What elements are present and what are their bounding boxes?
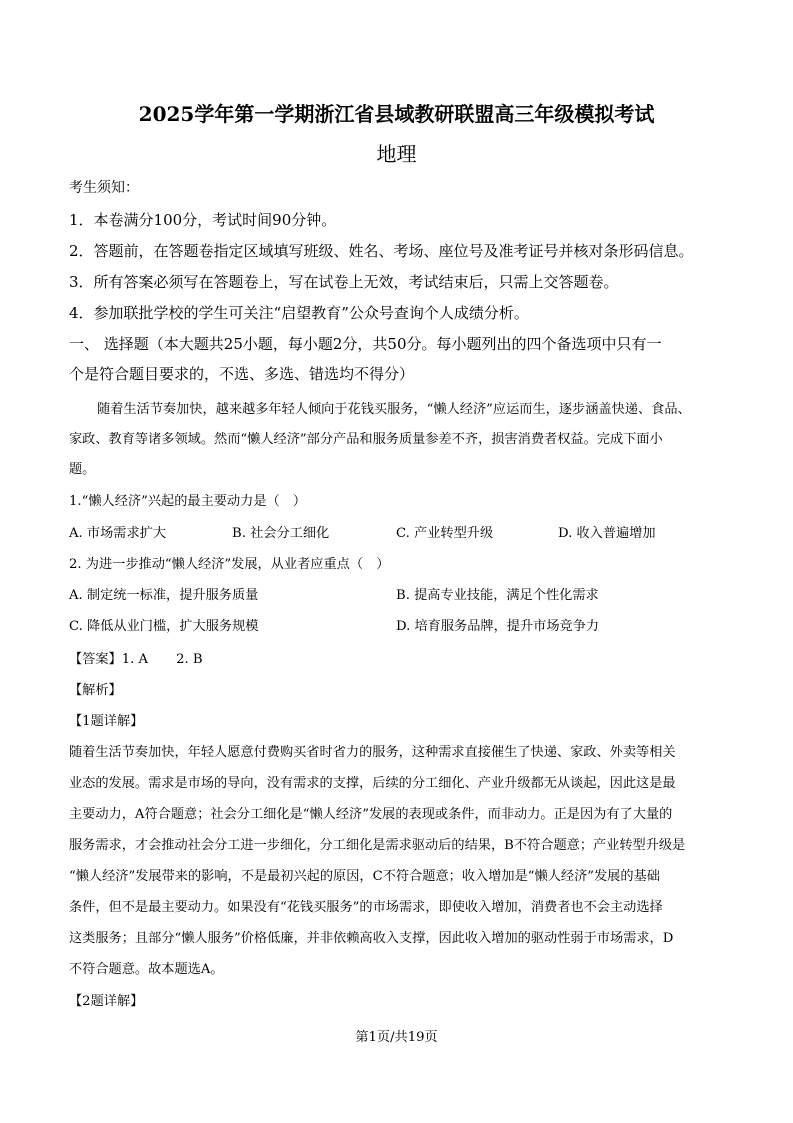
detail-2-label: 【2题详解】 xyxy=(69,994,144,1009)
detail-line: 业态的发展。需求是市场的导向，没有需求的支撑，后续的分工细化、产业升级都无从谈起，因此这是最 xyxy=(69,776,676,791)
question-option: B. 提高专业技能，满足个性化需求 xyxy=(396,588,599,603)
passage-line: 随着生活节奏加快，越来越多年轻人倾向于花钱买服务，“懒人经济”应运而生，逐步涵盖快递、食品、 xyxy=(97,402,691,417)
notice-item: 2．答题前，在答题卷指定区域填写班级、姓名、考场、座位号及准考证号并核对条形码信息。 xyxy=(69,242,694,260)
question-stem: 2. 为进一步推动“懒人经济”发展，从业者应重点（ ） xyxy=(69,557,390,572)
question-option: C. 降低从业门槛，扩大服务规模 xyxy=(69,619,259,634)
question-option: A. 制定统一标准，提升服务质量 xyxy=(69,588,259,603)
subject-title: 地理 xyxy=(376,142,417,166)
notice-item: 3．所有答案必须写在答题卷上，写在试卷上无效，考试结束后，只需上交答题卷。 xyxy=(69,273,619,291)
question-option: D. 收入普遍增加 xyxy=(558,526,656,541)
notice-item: 4．参加联批学校的学生可关注“启望教育”公众号查询个人成绩分析。 xyxy=(69,304,529,322)
question-stem: 1.“懒人经济”兴起的最主要动力是（ ） xyxy=(69,494,307,509)
detail-line: 服务需求，才会推动社会分工进一步细化，分工细化是需求驱动后的结果，B不符合题意；产业转型升级是 xyxy=(69,838,686,853)
question-option: B. 社会分工细化 xyxy=(232,526,330,541)
notice-item: 1．本卷满分100分，考试时间90分钟。 xyxy=(69,211,337,229)
answer-1: 1. A xyxy=(121,652,149,667)
passage-line: 家政、教育等诸多领域。然而“懒人经济”部分产品和服务质量参差不齐，损害消费者权益。完成下面小 xyxy=(69,432,663,447)
answer-label: 【答案】 xyxy=(69,652,122,667)
page-footer: 第1页/共19页 xyxy=(355,1030,438,1045)
exam-title: 2025学年第一学期浙江省县域教研联盟高三年级模拟考试 xyxy=(138,102,655,126)
detail-line: 条件，但不是最主要动力。如果没有“花钱买服务”的市场需求，即使收入增加，消费者也不会主动选择 xyxy=(69,900,663,915)
detail-line: 主要动力，A符合题意；社会分工细化是“懒人经济”发展的表现或条件，而非动力。正是因为有了大量的 xyxy=(69,807,673,822)
detail-line: 这类服务；且部分“懒人服务”价格低廉，并非依赖高收入支撑，因此收入增加的驱动性弱于市场需求，D xyxy=(69,931,674,946)
detail-1-label: 【1题详解】 xyxy=(69,714,144,729)
section-heading: 一、 选择题（本大题共25小题，每小题2分，共50分。每小题列出的四个备选项中只有一 xyxy=(69,335,662,353)
passage-line: 题。 xyxy=(69,462,96,477)
section-heading-cont: 个是符合题目要求的，不选、多选、错选均不得分） xyxy=(69,365,415,383)
question-option: C. 产业转型升级 xyxy=(396,526,494,541)
analysis-label: 【解析】 xyxy=(69,683,122,698)
question-option: D. 培育服务品牌，提升市场竞争力 xyxy=(396,619,600,634)
notice-heading: 考生须知： xyxy=(69,180,139,196)
answer-line xyxy=(69,648,203,667)
detail-line: “懒人经济”发展带来的影响，不是最初兴起的原因，C不符合题意；收入增加是“懒人经济”发展的基础 xyxy=(69,869,660,884)
answer-2: 2. B xyxy=(176,652,203,667)
question-option: A. 市场需求扩大 xyxy=(69,526,167,541)
detail-line: 不符合题意。故本题选A。 xyxy=(69,962,224,977)
detail-line: 随着生活节奏加快，年轻人愿意付费购买省时省力的服务，这种需求直接催生了快递、家政、外卖等相关 xyxy=(69,745,676,760)
